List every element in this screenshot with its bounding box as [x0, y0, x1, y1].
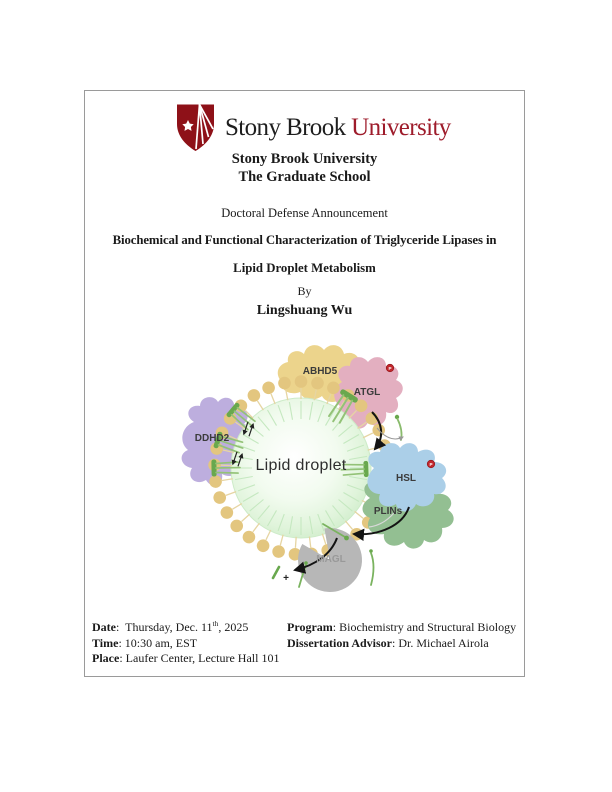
advisor-value: : Dr. Michael Airola	[392, 635, 489, 650]
date-year: , 2025	[218, 620, 249, 634]
advisor-row	[287, 636, 532, 652]
place-label: Place	[92, 651, 120, 666]
diacylglycerol-molecule	[395, 415, 402, 440]
time-value: : 10:30 am, EST	[118, 635, 198, 650]
header-university-name: Stony Brook University	[231, 151, 378, 167]
label-magl: MAGL	[316, 554, 346, 565]
wordmark-university: University	[351, 114, 451, 141]
monoacylglycerol-molecule-2	[369, 549, 373, 585]
university-logo	[175, 103, 451, 153]
place-row	[92, 651, 352, 667]
program-row	[287, 620, 532, 636]
lipid-droplet-figure	[166, 338, 486, 618]
place-value: : Laufer Center, Lecture Hall 101	[119, 651, 280, 666]
svg-text:P: P	[388, 365, 392, 371]
label-ddhd2: DDHD2	[194, 433, 230, 444]
details-right-column	[287, 620, 532, 651]
date-value: : Thursday, Dec. 11	[116, 620, 213, 634]
plus-sign: +	[283, 573, 289, 584]
announcement-type: Doctoral Defense Announcement	[221, 206, 388, 220]
label-abhd5: ABHD5	[302, 366, 338, 377]
logo-wordmark	[225, 114, 451, 142]
date-label: Date	[92, 620, 116, 634]
phospho-icon-atgl	[386, 364, 394, 372]
fatty-acid-molecule	[273, 567, 279, 578]
droplet-label: Lipid droplet	[255, 457, 347, 474]
time-label: Time	[92, 635, 119, 650]
advisor-label: Dissertation Advisor	[287, 635, 392, 650]
date-ordinal: th	[212, 619, 219, 628]
dissertation-title-line-1: Biochemical and Functional Characterization of Triglyceride Lipases in	[112, 233, 497, 247]
header-graduate-school: The Graduate School	[238, 169, 371, 185]
label-plins: PLINs	[373, 506, 403, 517]
label-atgl: ATGL	[353, 387, 381, 398]
by-line: By	[297, 284, 312, 298]
program-label: Program	[287, 620, 333, 634]
wordmark-stony-brook: Stony Brook	[225, 114, 346, 141]
author-name: Lingshuang Wu	[256, 303, 353, 318]
phospho-icon-hsl	[427, 460, 435, 468]
svg-text:P: P	[429, 461, 433, 467]
dissertation-title-line-2: Lipid Droplet Metabolism	[233, 261, 376, 275]
program-value: : Biochemistry and Structural Biology	[332, 620, 517, 634]
shield-icon	[175, 103, 216, 153]
label-hsl: HSL	[396, 473, 416, 484]
